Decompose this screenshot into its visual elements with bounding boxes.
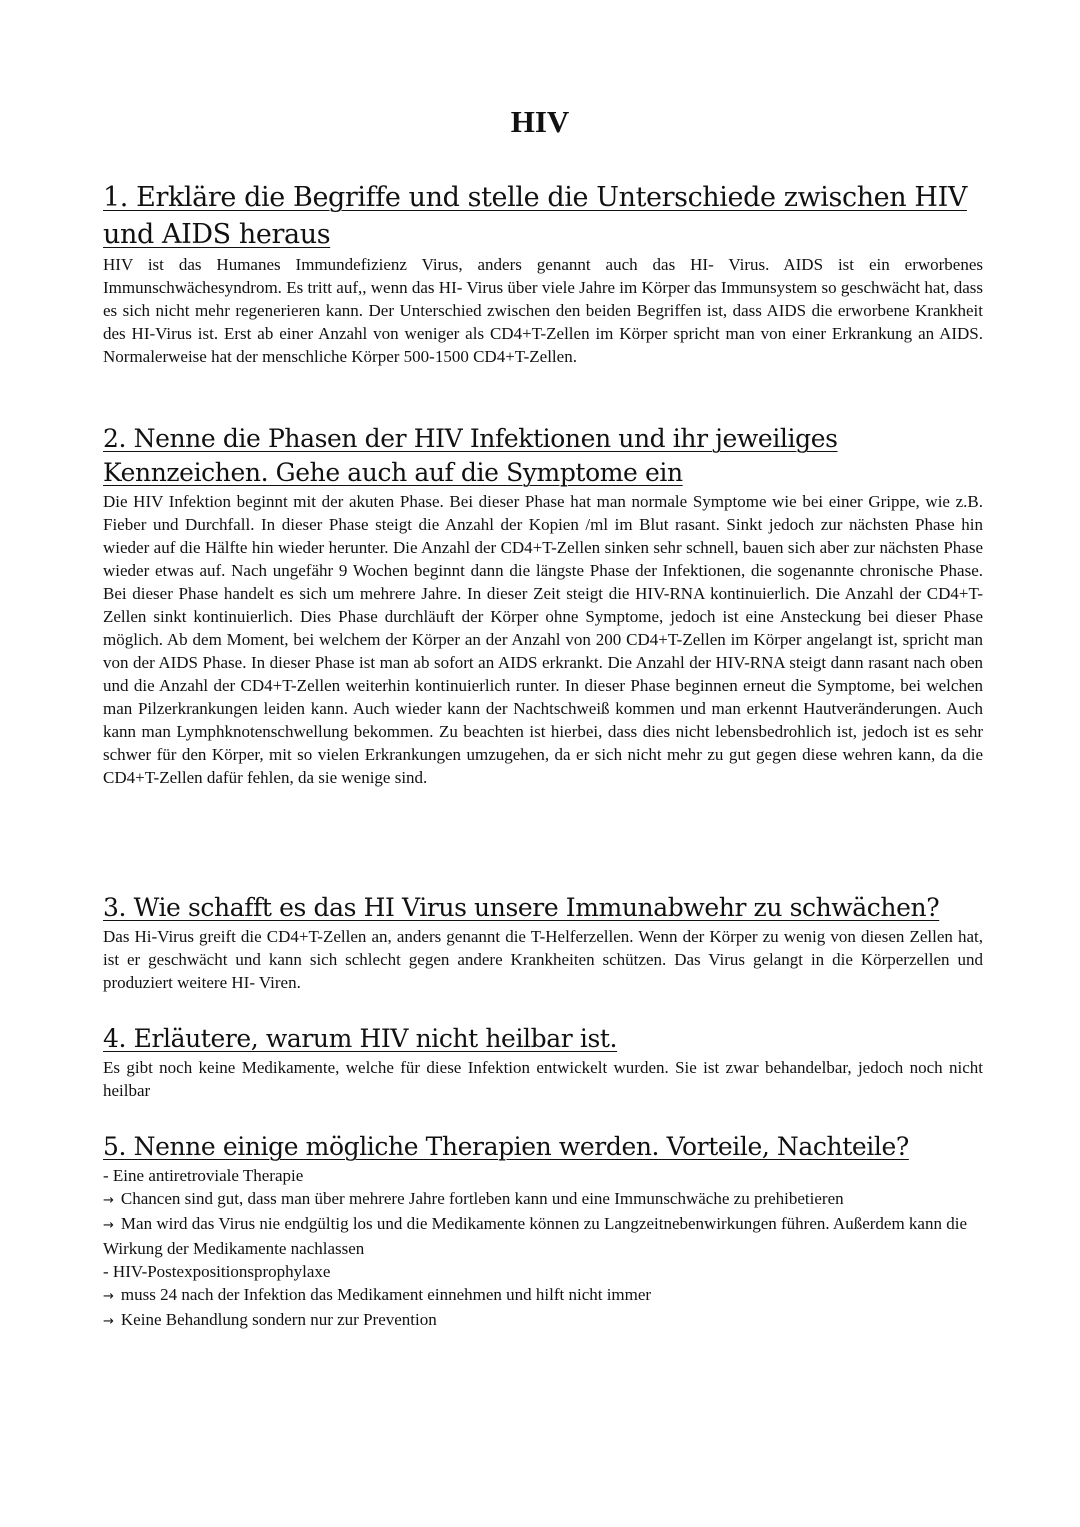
section-5-heading: 5. Nenne einige mögliche Therapien werden. Vorteile, Nachteile? [103,1132,909,1161]
therapy-con-line [103,1212,983,1260]
section-2-heading: 2. Nenne die Phasen der HIV Infektionen und ihr jeweiliges Kennzeichen. Gehe auch auf die Symptome ein [103,424,838,487]
section-2-body: Die HIV Infektion beginnt mit der akuten Phase. Bei dieser Phase hat man normale Symptome wie bei einer Grippe, wie z.B. Fieber und Durchfall. In dieser Phase steigt die Anzahl der Kopien /ml im Blut rasant. Sinkt jedoch zur nächsten Phase hin wieder auf die Hälfte hin wieder herunter. Die Anzahl der CD4+T-Zellen sinken sehr schnell, bauen sich aber zur nächsten Phase wieder etwas auf. Nach ungefähr 9 Wochen beginnt dann die längste Phase der Infektionen, die sogenannte chronische Phase. Bei dieser Phase handelt es sich um mehrere Jahre. In dieser Zeit steigt die HIV-RNA kontinuierlich. Die Anzahl der CD4+T-Zellen sinkt kontinuierlich. Dies Phase durchläuft der Körper ohne Symptome, jedoch ist eine Ansteckung bei dieser Phase möglich. Ab dem Moment, bei welchem der Körper an der Anzahl von 200 CD4+T-Zellen im Körper angelangt ist, spricht man von der AIDS Phase. In dieser Phase ist man ab sofort an AIDS erkrankt. Die Anzahl der HIV-RNA steigt dann rasant nach oben und die Anzahl der CD4+T-Zellen weiterhin kontinuierlich runter. In dieser Phase beginnen erneut die Symptome, bei welchen man Pilzerkrankungen leiden kann. Auch wieder kann der Nachtschweiß kommen und man erkennt Hautveränderungen. Auch kann man Lymphknotenschwellung bekommen. Zu beachten ist hierbei, dass dies nicht lebensbedrohlich ist, jedoch ist es sehr schwer für den Körper, mit so vielen Erkrankungen umzugehen, da er sich nicht mehr zu gut gegen diese wehren kann, da die CD4+T-Zellen dafür fehlen, da sie wenige sind. [103,492,983,787]
pep-con-line [103,1283,983,1308]
pep-note-text: Keine Behandlung sondern nur zur Prevention [120,1310,437,1329]
section-1-heading: 1. Erkläre die Begriffe und stelle die Unterschiede zwischen HIV und AIDS heraus [103,182,967,250]
section-2 [103,422,983,789]
section-4 [103,1022,983,1102]
section-3 [103,891,983,994]
arrow-right-icon: → [103,1314,114,1329]
section-5 [103,1130,983,1333]
therapy-item-label: - Eine antiretroviale Therapie [103,1166,304,1185]
section-4-heading: 4. Erläutere, warum HIV nicht heilbar ist. [103,1024,618,1053]
pep-note-line [103,1308,983,1333]
therapy-con-text: Man wird das Virus nie endgültig los und die Medikamente können zu Langzeitnebenwirkungen führen. Außerdem kann die Wirkung der Medikamente nachlassen [103,1214,967,1258]
therapy-pro-line [103,1187,983,1212]
therapy-item-label: - HIV-Postexpositionsprophylaxe [103,1262,331,1281]
arrow-right-icon: → [103,1218,114,1233]
arrow-right-icon: → [103,1193,114,1208]
section-1 [103,179,983,368]
therapy-item-pep [103,1260,983,1283]
section-4-body: Es gibt noch keine Medikamente, welche für diese Infektion entwickelt wurden. Sie ist zwar behandelbar, jedoch noch nicht heilbar [103,1058,983,1100]
therapy-item-antiretroviral [103,1164,983,1187]
arrow-right-icon: → [103,1289,114,1304]
pep-con-text: muss 24 nach der Infektion das Medikament einnehmen und hilft nicht immer [120,1285,652,1304]
document-title: HIV [510,104,570,139]
section-3-heading: 3. Wie schafft es das HI Virus unsere Immunabwehr zu schwächen? [103,893,940,922]
therapy-pro-text: Chancen sind gut, dass man über mehrere Jahre fortleben kann und eine Immunschwäche zu prehibetieren [120,1189,844,1208]
section-3-body: Das Hi-Virus greift die CD4+T-Zellen an, anders genannt die T-Helferzellen. Wenn der Körper zu wenig von diesen Zellen hat, ist er geschwächt und kann sich schlecht gegen andere Krankheiten schützen. Das Virus gelangt in die Körperzellen und produziert weitere HI- Viren. [103,927,983,992]
section-1-body: HIV ist das Humanes Immundefizienz Virus, anders genannt auch das HI- Virus. AIDS ist ein erworbenes Immunschwächesyndrom. Es tritt auf,, wenn das HI- Virus über viele Jahre im Körper das Immunsystem so geschwächt hat, dass es sich nicht mehr regenerieren kann. Der Unterschied zwischen den beiden Begriffen ist, dass AIDS die erworbene Krankheit des HI-Virus ist. Erst ab einer Anzahl von weniger als CD4+T-Zellen im Körper spricht man von einer Erkrankung an AIDS. Normalerweise hat der menschliche Körper 500-1500 CD4+T-Zellen. [103,255,983,366]
